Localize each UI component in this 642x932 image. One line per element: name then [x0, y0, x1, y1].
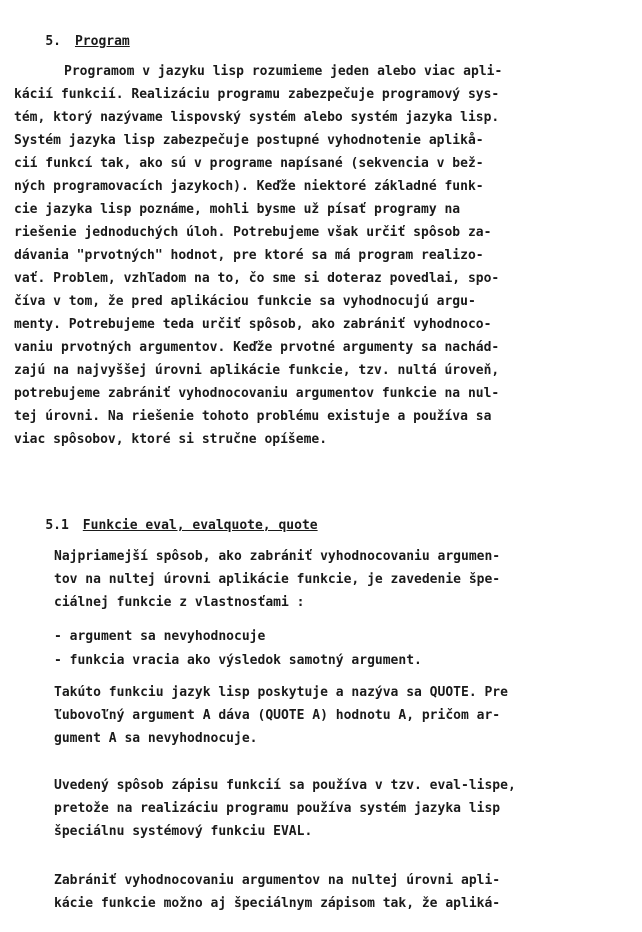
section-title: Program [74, 34, 130, 49]
paragraph-line: vať. Problem, vzhľadom na to, čo sme si doteraz povedlai, spo- [14, 271, 500, 286]
paragraph-line: ľubovoľný argument A dáva (QUOTE A) hodnotu A, pričom ar- [54, 708, 501, 723]
section-number: 5. [45, 34, 61, 49]
paragraph-line: Uvedený spôsob zápisu funkcií sa používa v tzv. eval-lispe, [54, 778, 516, 793]
paragraph-line: Zabrániť vyhodnocovaniu argumentov na nultej úrovni apli- [54, 873, 501, 888]
paragraph-line: tém, ktorý nazývame lispovský systém alebo systém jazyka lisp. [14, 110, 500, 125]
paragraph-line: tov na nultej úrovni aplikácie funkcie, je zavedenie špe- [54, 572, 501, 587]
paragraph-line: číva v tom, že pred aplikáciou funkcie sa vyhodnocujú argu- [14, 294, 476, 309]
paragraph-line: vaniu prvotných argumentov. Keďže prvotné argumenty sa nachád- [14, 340, 500, 355]
paragraph-line: ciálnej funkcie z vlastnosťami : [54, 595, 305, 610]
paragraph-line: tej úrovni. Na riešenie tohoto problému existuje a používa sa [14, 409, 492, 424]
paragraph-line: riešenie jednoduchých úloh. Potrebujeme však určiť spôsob za- [14, 225, 492, 240]
paragraph-line: pretože na realizáciu programu používa systém jazyka lisp [54, 801, 501, 816]
paragraph-line: špeciálnu systémový funkciu EVAL. [54, 824, 313, 839]
paragraph-line: potrebujeme zabrániť vyhodnocovaniu argumentov funkcie na nul- [14, 386, 500, 401]
paragraph-line: Najpriamejší spôsob, ako zabrániť vyhodnocovaniu argumen- [54, 549, 501, 564]
section-title: Funkcie eval, evalquote, quote [82, 518, 318, 533]
section-number: 5.1 [45, 518, 69, 533]
paragraph-line: viac spôsobov, ktoré si stručne opíšeme. [14, 432, 328, 447]
paragraph-line: cie jazyka lisp poznáme, mohli bysme už písať programy na [14, 202, 461, 217]
paragraph-line: Takúto funkciu jazyk lisp poskytuje a nazýva sa QUOTE. Pre [54, 685, 508, 700]
paragraph-line: zajú na najvyššej úrovni aplikácie funkcie, tzv. nultá úroveň, [14, 363, 500, 378]
paragraph-line: cií funkcí tak, ako sú v programe napísané (sekvencia v bež- [14, 156, 484, 171]
list-item: - funkcia vracia ako výsledok samotný argument. [54, 653, 422, 668]
list-item: - argument sa nevyhodnocuje [54, 629, 266, 644]
paragraph-line: ných programovacích jazykoch). Keďže niektoré základné funk- [14, 179, 484, 194]
paragraph-line: Programom v jazyku lisp rozumieme jeden alebo viac apli- [64, 64, 503, 79]
paragraph-line: menty. Potrebujeme teda určiť spôsob, ako zabrániť vyhodnoco- [14, 317, 492, 332]
paragraph-line: kácií funkcií. Realizáciu programu zabezpečuje programový sys- [14, 87, 500, 102]
paragraph-line: Systém jazyka lisp zabezpečuje postupné vyhodnotenie aplikå- [14, 133, 484, 148]
paragraph-line: gument A sa nevyhodnocuje. [54, 731, 258, 746]
paragraph-line: dávania "prvotných" hodnot, pre ktoré sa má program realizo- [14, 248, 484, 263]
paragraph-line: kácie funkcie možno aj špeciálnym zápisom tak, že apliká- [54, 896, 501, 911]
